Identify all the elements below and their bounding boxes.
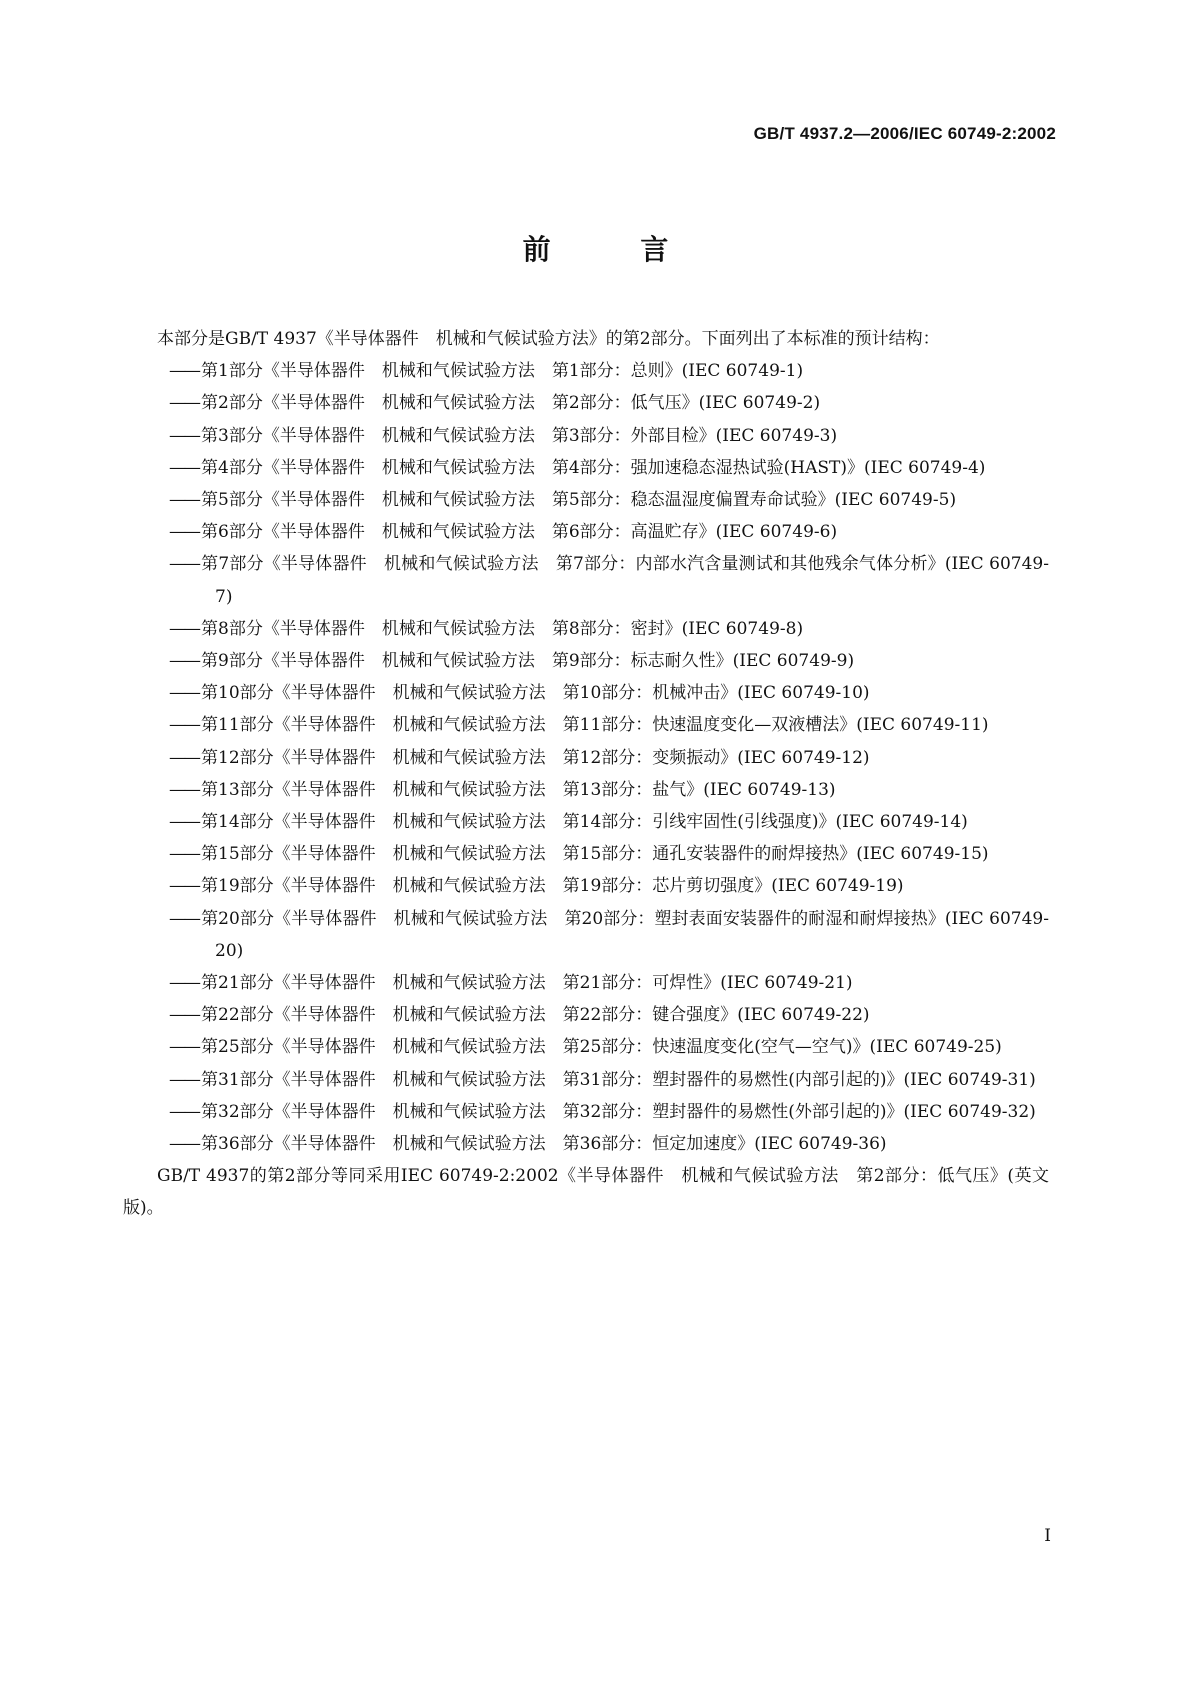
list-item-text: 第11部分《半导体器件 机械和气候试验方法 第11部分：快速温度变化—双液槽法》(IEC 60749-11) <box>201 715 989 736</box>
closing-paragraph: GB/T 4937的第2部分等同采用IEC 60749-2:2002《半导体器件 机械和气候试验方法 第2部分：低气压》(英文版)。 <box>123 1166 1049 1219</box>
parts-list <box>123 355 1049 1160</box>
list-item <box>123 999 1049 1031</box>
list-item <box>123 903 1049 967</box>
list-dash: —— <box>169 1069 199 1090</box>
list-dash: —— <box>169 361 199 382</box>
list-item-text: 第21部分《半导体器件 机械和气候试验方法 第21部分：可焊性》(IEC 60749-21) <box>201 973 853 994</box>
list-dash: —— <box>169 876 199 897</box>
list-item-text: 第10部分《半导体器件 机械和气候试验方法 第10部分：机械冲击》(IEC 60749-10) <box>201 683 870 704</box>
list-item-text: 第14部分《半导体器件 机械和气候试验方法 第14部分：引线牢固性(引线强度)》(IEC 60749-14) <box>201 812 968 833</box>
list-item <box>123 1128 1049 1160</box>
list-dash: —— <box>169 651 199 672</box>
list-dash: —— <box>169 554 199 575</box>
list-item <box>123 677 1049 709</box>
list-item-text: 第1部分《半导体器件 机械和气候试验方法 第1部分：总则》(IEC 60749-1) <box>201 361 804 382</box>
list-item <box>123 548 1049 612</box>
list-item-text: 第22部分《半导体器件 机械和气候试验方法 第22部分：键合强度》(IEC 60749-22) <box>201 1005 870 1026</box>
list-item <box>123 484 1049 516</box>
list-item-text: 第2部分《半导体器件 机械和气候试验方法 第2部分：低气压》(IEC 60749-2) <box>201 393 821 414</box>
list-dash: —— <box>169 812 199 833</box>
list-dash: —— <box>169 490 199 511</box>
list-dash: —— <box>169 618 199 639</box>
standard-code: GB/T 4937.2—2006/IEC 60749-2:2002 <box>753 124 1056 143</box>
list-dash: —— <box>169 715 199 736</box>
list-item <box>123 355 1049 387</box>
list-item-text: 第4部分《半导体器件 机械和气候试验方法 第4部分：强加速稳态湿热试验(HAST)》(IEC 60749-4) <box>201 457 986 478</box>
list-item-text: 第13部分《半导体器件 机械和气候试验方法 第13部分：盐气》(IEC 60749-13) <box>201 779 836 800</box>
list-item <box>123 452 1049 484</box>
list-item-text: 第12部分《半导体器件 机械和气候试验方法 第12部分：变频振动》(IEC 60749-12) <box>201 747 870 768</box>
list-item <box>123 870 1049 902</box>
list-item-text: 第7部分《半导体器件 机械和气候试验方法 第7部分：内部水汽含量测试和其他残余气体分析》(IEC 60749-7) <box>201 554 1049 607</box>
list-item <box>123 774 1049 806</box>
list-dash: —— <box>169 522 199 543</box>
list-item-text: 第36部分《半导体器件 机械和气候试验方法 第36部分：恒定加速度》(IEC 60749-36) <box>201 1134 887 1155</box>
list-item <box>123 645 1049 677</box>
list-item-text: 第15部分《半导体器件 机械和气候试验方法 第15部分：通孔安装器件的耐焊接热》(IEC 60749-15) <box>201 844 989 865</box>
list-dash: —— <box>169 747 199 768</box>
list-dash: —— <box>169 973 199 994</box>
list-item <box>123 806 1049 838</box>
list-item-text: 第20部分《半导体器件 机械和气候试验方法 第20部分：塑封表面安装器件的耐湿和耐焊接热》(IEC 60749-20) <box>201 908 1049 961</box>
foreword-body <box>123 323 1049 1225</box>
list-item <box>123 387 1049 419</box>
list-item <box>123 1031 1049 1063</box>
list-item <box>123 613 1049 645</box>
list-item-text: 第32部分《半导体器件 机械和气候试验方法 第32部分：塑封器件的易燃性(外部引起的)》(IEC 60749-32) <box>201 1101 1036 1122</box>
list-item <box>123 1064 1049 1096</box>
list-dash: —— <box>169 683 199 704</box>
list-dash: —— <box>169 908 199 929</box>
list-dash: —— <box>169 1134 199 1155</box>
list-item-text: 第31部分《半导体器件 机械和气候试验方法 第31部分：塑封器件的易燃性(内部引起的)》(IEC 60749-31) <box>201 1069 1036 1090</box>
list-dash: —— <box>169 393 199 414</box>
list-item-text: 第8部分《半导体器件 机械和气候试验方法 第8部分：密封》(IEC 60749-8) <box>201 618 804 639</box>
list-item <box>123 742 1049 774</box>
list-item <box>123 838 1049 870</box>
list-item <box>123 420 1049 452</box>
list-item-text: 第6部分《半导体器件 机械和气候试验方法 第6部分：高温贮存》(IEC 60749-6) <box>201 522 838 543</box>
list-dash: —— <box>169 779 199 800</box>
list-item <box>123 709 1049 741</box>
list-item-text: 第25部分《半导体器件 机械和气候试验方法 第25部分：快速温度变化(空气—空气)》(IEC 60749-25) <box>201 1037 1002 1058</box>
list-dash: —— <box>169 457 199 478</box>
list-item-text: 第9部分《半导体器件 机械和气候试验方法 第9部分：标志耐久性》(IEC 60749-9) <box>201 651 855 672</box>
list-dash: —— <box>169 1037 199 1058</box>
list-item-text: 第3部分《半导体器件 机械和气候试验方法 第3部分：外部目检》(IEC 60749-3) <box>201 425 838 446</box>
page-title: 前 言 <box>522 233 709 266</box>
page-number: I <box>1044 1526 1051 1546</box>
intro-paragraph: 本部分是GB/T 4937《半导体器件 机械和气候试验方法》的第2部分。下面列出了本标准的预计结构： <box>157 329 940 349</box>
list-dash: —— <box>169 844 199 865</box>
list-item <box>123 1096 1049 1128</box>
list-dash: —— <box>169 1101 199 1122</box>
list-item-text: 第19部分《半导体器件 机械和气候试验方法 第19部分：芯片剪切强度》(IEC 60749-19) <box>201 876 904 897</box>
list-dash: —— <box>169 1005 199 1026</box>
list-item <box>123 967 1049 999</box>
list-item-text: 第5部分《半导体器件 机械和气候试验方法 第5部分：稳态温湿度偏置寿命试验》(IEC 60749-5) <box>201 490 957 511</box>
list-dash: —— <box>169 425 199 446</box>
list-item <box>123 516 1049 548</box>
